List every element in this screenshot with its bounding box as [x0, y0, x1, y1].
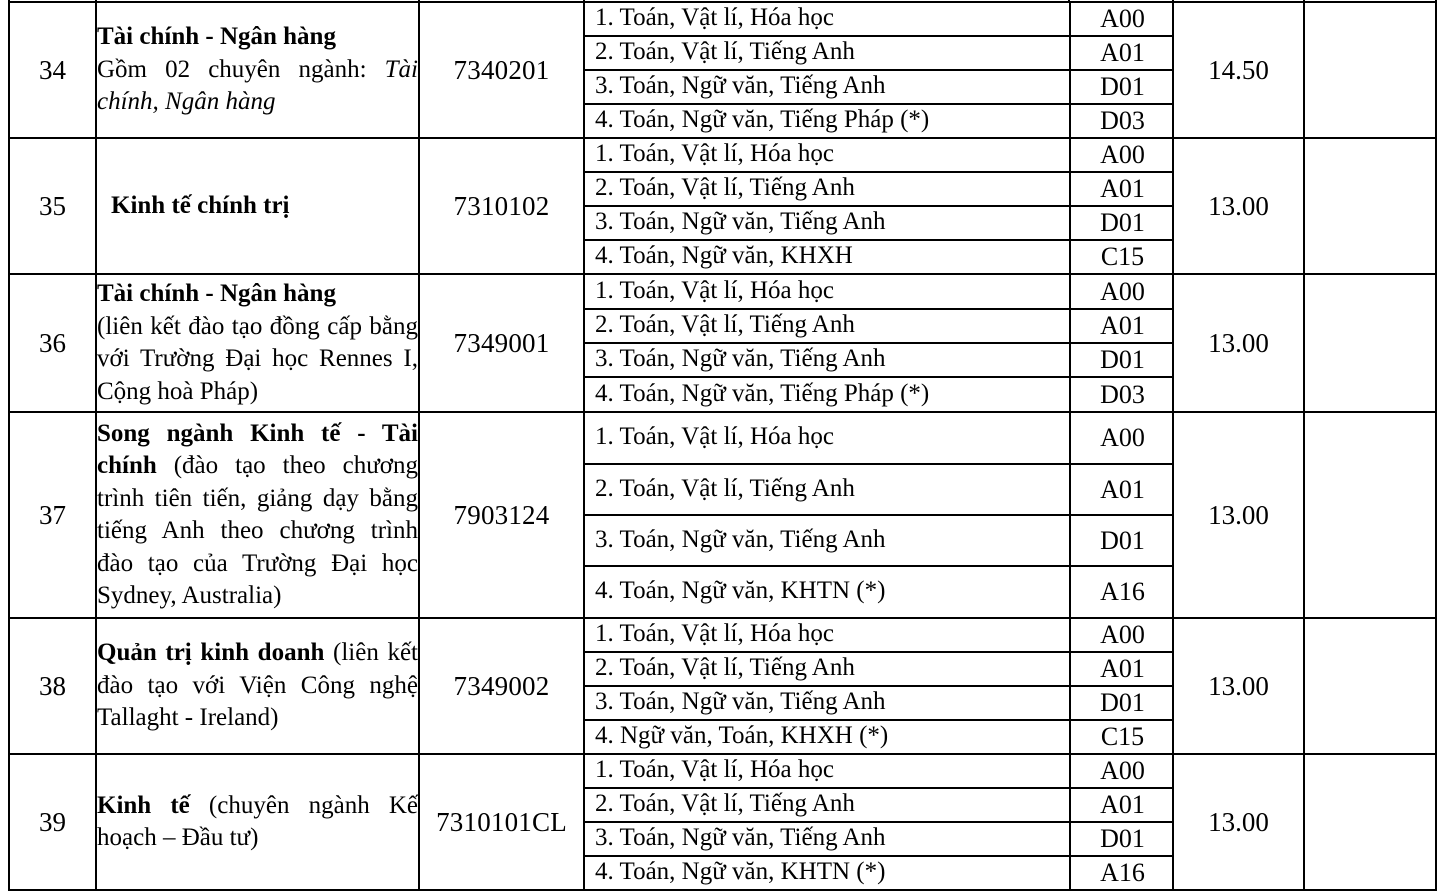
- combination-group-code: A01: [1070, 652, 1174, 686]
- combination-row: [585, 822, 1174, 856]
- major-name: Tài chính - Ngân hàng: [97, 23, 336, 51]
- admissions-table-container: [8, 0, 1435, 891]
- table-row[interactable]: [9, 754, 1436, 890]
- cell-major-code: 7310101CL: [419, 754, 584, 890]
- cell-major-code: 7310102: [419, 138, 584, 274]
- combination-subtable: [585, 139, 1174, 273]
- combination-group-code: D01: [1070, 343, 1174, 377]
- combination-row: [585, 275, 1174, 309]
- combination-row: [585, 720, 1174, 753]
- combination-subtable: [585, 413, 1174, 617]
- combination-row: [585, 70, 1174, 104]
- combination-subtable: [585, 755, 1174, 889]
- combination-text: 4. Toán, Ngữ văn, Tiếng Pháp (*): [585, 104, 1070, 137]
- major-note-italic: Tài chính, Ngân hàng: [97, 55, 418, 116]
- combination-text: 3. Toán, Ngữ văn, Tiếng Anh: [585, 70, 1070, 104]
- major-note-plain: (liên kết đào tạo đồng cấp bằng với Trường Đại học Rennes I, Cộng hoà Pháp): [97, 312, 418, 405]
- cell-combinations: [584, 2, 1173, 138]
- combination-row: [585, 755, 1174, 788]
- cell-stt: 39: [9, 754, 96, 890]
- combination-row: [585, 619, 1174, 652]
- combination-text: 4. Toán, Ngữ văn, KHXH: [585, 240, 1070, 273]
- combination-group-code: A00: [1070, 275, 1174, 309]
- cell-stt: 35: [9, 138, 96, 274]
- cell-benchmark-score: 13.00: [1173, 618, 1304, 754]
- combination-group-code: D03: [1070, 104, 1174, 137]
- combination-text: 1. Toán, Vật lí, Hóa học: [585, 755, 1070, 788]
- combination-text: 3. Toán, Ngữ văn, Tiếng Anh: [585, 822, 1070, 856]
- combination-row: [585, 343, 1174, 377]
- combination-text: 2. Toán, Vật lí, Tiếng Anh: [585, 788, 1070, 822]
- combination-group-code: D01: [1070, 515, 1174, 566]
- cell-benchmark-score: 13.00: [1173, 138, 1304, 274]
- combination-text: 1. Toán, Vật lí, Hóa học: [585, 139, 1070, 172]
- combination-text: 4. Toán, Ngữ văn, KHTN (*): [585, 566, 1070, 617]
- combination-text: 3. Toán, Ngữ văn, Tiếng Anh: [585, 343, 1070, 377]
- combination-group-code: A00: [1070, 413, 1174, 464]
- cell-stt: 38: [9, 618, 96, 754]
- major-note-plain: (đào tạo theo chương trình tiên tiến, giảng dạy bằng tiếng Anh theo chương trình đào tạo của Trường Đại học Sydney, Australia): [97, 452, 418, 609]
- combination-text: 1. Toán, Vật lí, Hóa học: [585, 619, 1070, 652]
- combination-row: [585, 686, 1174, 720]
- combination-text: 1. Toán, Vật lí, Hóa học: [585, 3, 1070, 36]
- combination-group-code: C15: [1070, 240, 1174, 273]
- combination-subtable: [585, 3, 1174, 137]
- cell-stt: 37: [9, 412, 96, 618]
- major-note-plain: (liên kết đào tạo với Viện Công nghệ Tallaght - Ireland): [97, 639, 418, 732]
- major-name: Tài chính - Ngân hàng: [97, 280, 336, 307]
- table-row[interactable]: [9, 2, 1436, 138]
- cell-combinations: [584, 412, 1173, 618]
- admissions-table-body: [9, 0, 1436, 890]
- cell-note: [1304, 2, 1436, 138]
- combination-text: 4. Toán, Ngữ văn, Tiếng Pháp (*): [585, 377, 1070, 411]
- major-name: Kinh tế: [97, 791, 190, 819]
- combination-group-code: A01: [1070, 464, 1174, 515]
- cell-note: [1304, 412, 1436, 618]
- combination-row: [585, 309, 1174, 343]
- combination-row: [585, 413, 1174, 464]
- combination-row: [585, 566, 1174, 617]
- major-name: Kinh tế chính trị: [111, 191, 290, 219]
- combination-text: 3. Toán, Ngữ văn, Tiếng Anh: [585, 686, 1070, 720]
- cell-combinations: [584, 754, 1173, 890]
- cell-major-code: 7349002: [419, 618, 584, 754]
- combination-row: [585, 240, 1174, 273]
- combination-text: 2. Toán, Vật lí, Tiếng Anh: [585, 464, 1070, 515]
- combination-text: 1. Toán, Vật lí, Hóa học: [585, 413, 1070, 464]
- cell-major: [96, 412, 419, 618]
- cell-major-code: 7903124: [419, 412, 584, 618]
- cell-benchmark-score: 14.50: [1173, 2, 1304, 138]
- table-row[interactable]: [9, 138, 1436, 274]
- combination-group-code: A01: [1070, 309, 1174, 343]
- combination-group-code: A16: [1070, 566, 1174, 617]
- combination-text: 3. Toán, Ngữ văn, Tiếng Anh: [585, 515, 1070, 566]
- combination-group-code: A01: [1070, 172, 1174, 206]
- combination-group-code: A00: [1070, 755, 1174, 788]
- major-name: Song ngành Kinh tế - Tài chính: [97, 419, 418, 479]
- combination-row: [585, 788, 1174, 822]
- combination-group-code: A01: [1070, 788, 1174, 822]
- combination-text: 2. Toán, Vật lí, Tiếng Anh: [585, 652, 1070, 686]
- cell-major: [96, 138, 419, 274]
- combination-row: [585, 3, 1174, 36]
- cell-benchmark-score: 13.00: [1173, 412, 1304, 618]
- cell-major: [96, 274, 419, 412]
- combination-row: [585, 206, 1174, 240]
- combination-text: 3. Toán, Ngữ văn, Tiếng Anh: [585, 206, 1070, 240]
- combination-text: 4. Ngữ văn, Toán, KHXH (*): [585, 720, 1070, 753]
- cell-benchmark-score: 13.00: [1173, 754, 1304, 890]
- combination-text: 4. Toán, Ngữ văn, KHTN (*): [585, 856, 1070, 889]
- combination-text: 1. Toán, Vật lí, Hóa học: [585, 275, 1070, 309]
- combination-text: 2. Toán, Vật lí, Tiếng Anh: [585, 172, 1070, 206]
- cell-combinations: [584, 274, 1173, 412]
- major-name: Quản trị kinh doanh: [97, 639, 325, 667]
- cell-stt: 36: [9, 274, 96, 412]
- cell-major-code: 7349001: [419, 274, 584, 412]
- table-row[interactable]: [9, 274, 1436, 412]
- combination-group-code: C15: [1070, 720, 1174, 753]
- combination-group-code: D01: [1070, 822, 1174, 856]
- cell-note: [1304, 754, 1436, 890]
- combination-text: 2. Toán, Vật lí, Tiếng Anh: [585, 309, 1070, 343]
- combination-group-code: D01: [1070, 206, 1174, 240]
- cell-note: [1304, 138, 1436, 274]
- combination-row: [585, 104, 1174, 137]
- combination-row: [585, 172, 1174, 206]
- combination-row: [585, 464, 1174, 515]
- table-row[interactable]: [9, 618, 1436, 754]
- combination-row: [585, 652, 1174, 686]
- admissions-table: [8, 0, 1437, 891]
- table-row[interactable]: [9, 412, 1436, 618]
- combination-group-code: D03: [1070, 377, 1174, 411]
- combination-group-code: A16: [1070, 856, 1174, 889]
- cell-combinations: [584, 618, 1173, 754]
- combination-row: [585, 139, 1174, 172]
- combination-group-code: D01: [1070, 686, 1174, 720]
- combination-text: 2. Toán, Vật lí, Tiếng Anh: [585, 36, 1070, 70]
- cell-combinations: [584, 138, 1173, 274]
- cell-major: [96, 2, 419, 138]
- combination-row: [585, 515, 1174, 566]
- combination-row: [585, 377, 1174, 411]
- cell-benchmark-score: 13.00: [1173, 274, 1304, 412]
- cell-major: [96, 618, 419, 754]
- major-note-plain: Gồm 02 chuyên ngành:: [97, 55, 385, 83]
- combination-group-code: A00: [1070, 3, 1174, 36]
- combination-subtable: [585, 619, 1174, 753]
- cell-major-code: 7340201: [419, 2, 584, 138]
- cell-stt: 34: [9, 2, 96, 138]
- combination-group-code: A01: [1070, 36, 1174, 70]
- cell-major: [96, 754, 419, 890]
- combination-row: [585, 856, 1174, 889]
- major-note-plain: (chuyên ngành Kế hoạch – Đầu tư): [97, 791, 419, 851]
- cell-note: [1304, 618, 1436, 754]
- combination-row: [585, 36, 1174, 70]
- combination-group-code: A00: [1070, 619, 1174, 652]
- combination-group-code: D01: [1070, 70, 1174, 104]
- combination-subtable: [585, 275, 1174, 411]
- cell-note: [1304, 274, 1436, 412]
- combination-group-code: A00: [1070, 139, 1174, 172]
